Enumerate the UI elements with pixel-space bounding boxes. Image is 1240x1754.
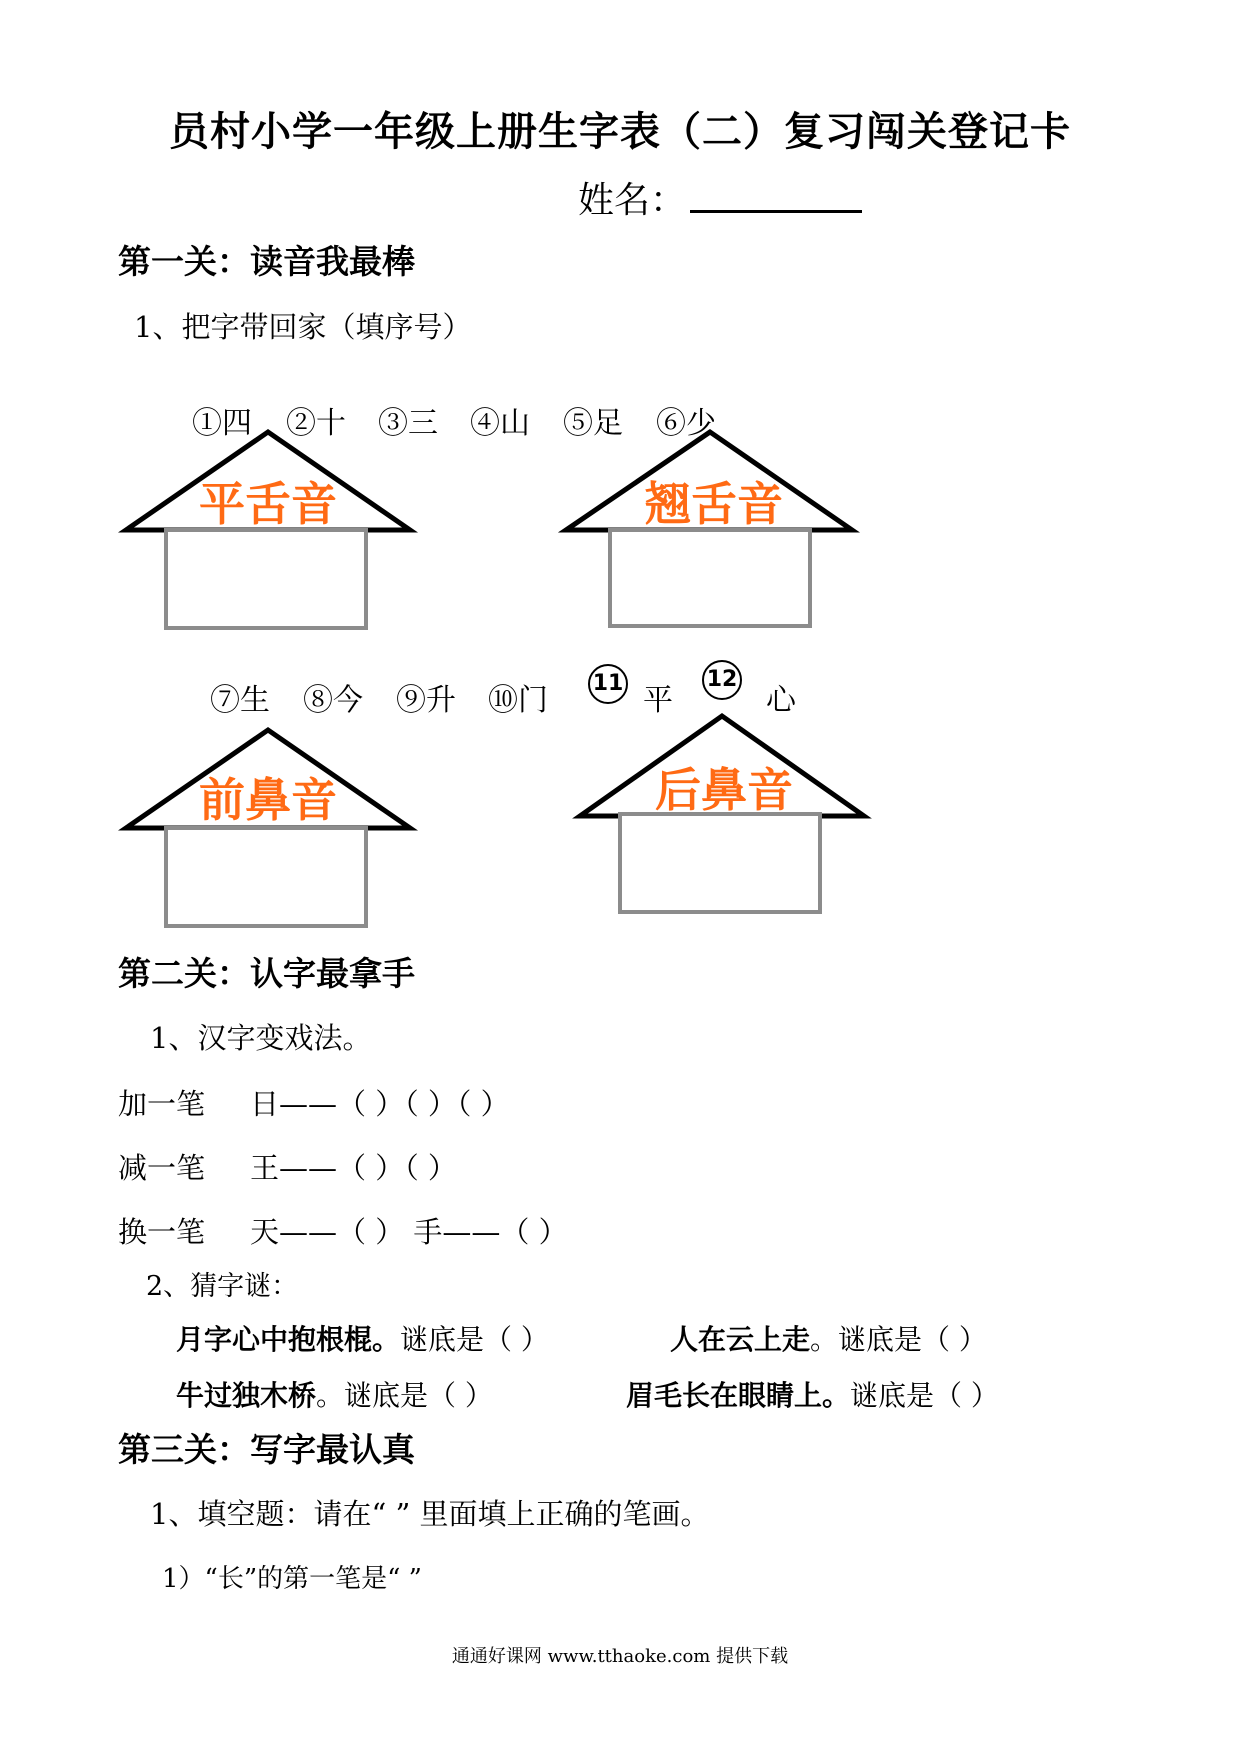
stroke-line-blanks[interactable]: 天——（ ） 手——（ ） bbox=[250, 1215, 568, 1249]
house-qianbi bbox=[126, 730, 410, 926]
stroke-line-label: 减一笔 bbox=[118, 1151, 206, 1185]
stroke-line-blanks[interactable]: 日——（ ）（ ）（ ） bbox=[250, 1087, 510, 1121]
section1-heading: 第一关：读音我最棒 bbox=[118, 242, 415, 281]
char-option: 心 bbox=[766, 683, 796, 718]
section2-heading: 第二关：认字最拿手 bbox=[118, 954, 415, 993]
riddle-answer-blank[interactable]: 。谜底是（ ） bbox=[316, 1379, 493, 1412]
house-label: 翘舌音 bbox=[645, 477, 783, 531]
answer-box[interactable] bbox=[620, 814, 820, 912]
riddle-item bbox=[176, 1318, 549, 1358]
stroke-line-label: 加一笔 bbox=[118, 1087, 206, 1121]
riddle-text: 月字心中抱根棍。 bbox=[176, 1323, 401, 1356]
stroke-line-label: 换一笔 bbox=[118, 1215, 206, 1249]
page-title: 员村小学一年级上册生字表（二）复习闯关登记卡 bbox=[169, 109, 1071, 155]
house-ping bbox=[126, 432, 410, 628]
riddle-item bbox=[626, 1374, 999, 1414]
riddle-answer-blank[interactable]: 谜底是（ ） bbox=[850, 1379, 999, 1412]
section3-question1-1[interactable]: 1）“长”的第一笔是“ ” bbox=[162, 1564, 422, 1594]
house-label: 后鼻音 bbox=[655, 763, 793, 817]
char-option: ③三 bbox=[378, 406, 438, 441]
riddle-text: 人在云上走 bbox=[670, 1323, 811, 1356]
riddle-text: 眉毛长在眼睛上。 bbox=[626, 1379, 851, 1412]
circled-number-11: 11 bbox=[588, 664, 628, 704]
char-option: ⑤足 bbox=[563, 406, 623, 441]
house-label: 平舌音 bbox=[199, 477, 337, 531]
riddle-item bbox=[176, 1374, 493, 1414]
riddle-item bbox=[670, 1318, 987, 1358]
riddle-answer-blank[interactable]: 谜底是（ ） bbox=[400, 1323, 549, 1356]
circled-number-12: 12 bbox=[702, 660, 742, 700]
answer-box[interactable] bbox=[610, 530, 810, 626]
section2-question1: 1、汉字变戏法。 bbox=[150, 1021, 372, 1055]
riddle-text: 牛过独木桥 bbox=[176, 1379, 317, 1412]
char-option: ⑨升 bbox=[396, 683, 456, 718]
footer-credit: 通通好课网 www.tthaoke.com 提供下载 bbox=[451, 1646, 789, 1667]
stroke-line-blanks[interactable]: 王——（ ）（ ） bbox=[250, 1151, 457, 1185]
answer-box[interactable] bbox=[166, 530, 366, 628]
section2-question2: 2、猜字谜： bbox=[146, 1271, 299, 1302]
house-label: 前鼻音 bbox=[199, 773, 337, 827]
answer-box[interactable] bbox=[166, 828, 366, 926]
riddle-answer-blank[interactable]: 。谜底是（ ） bbox=[810, 1323, 987, 1356]
name-label: 姓名： bbox=[578, 180, 687, 221]
house-houbi bbox=[580, 716, 864, 912]
char-option: ④山 bbox=[470, 406, 530, 441]
char-option: ①四 bbox=[192, 406, 252, 441]
section3-heading: 第三关：写字最认真 bbox=[118, 1430, 415, 1469]
char-option: ⑩门 bbox=[488, 683, 548, 718]
char-option: ⑦生 bbox=[210, 683, 270, 718]
section3-question1[interactable]: 1、填空题：请在“ ” 里面填上正确的笔画。 bbox=[150, 1497, 710, 1531]
house-qiao bbox=[566, 432, 852, 626]
char-option: ⑥少 bbox=[656, 406, 716, 441]
char-option: ⑧今 bbox=[303, 683, 363, 718]
section1-question1: 1、把字带回家（填序号） bbox=[134, 310, 472, 344]
char-option: 平 bbox=[643, 683, 673, 718]
char-option: ②十 bbox=[286, 406, 346, 441]
